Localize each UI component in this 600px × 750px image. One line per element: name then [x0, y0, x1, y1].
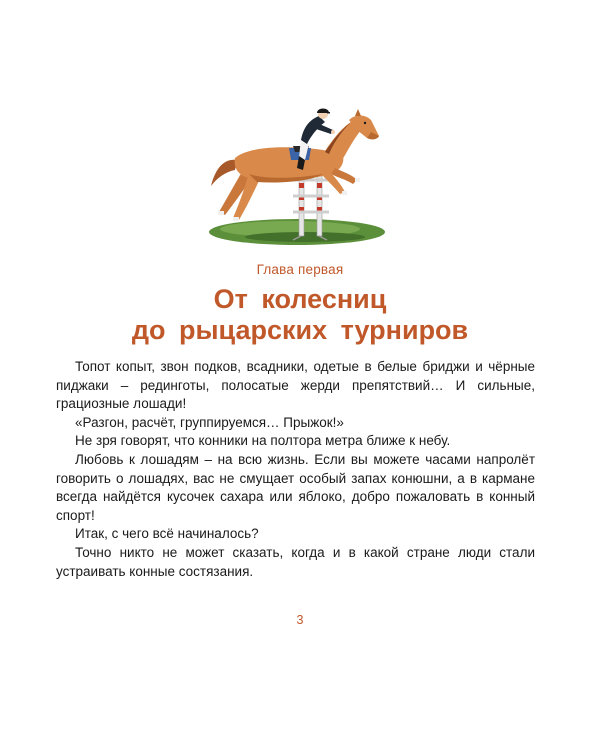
grass-shadow: [245, 232, 365, 242]
body-text: [56, 358, 535, 581]
page-number: 3: [296, 613, 304, 627]
chapter-title-line-2: до рыцарских турниров: [131, 315, 469, 345]
paragraph: Итак, с чего всё начиналось?: [75, 526, 259, 542]
paragraph: Топот копыт, звон подков, всадники, одетые в белые бриджи и чёрные пиджаки – рединготы, полосатые жерди препятствий… И сильные, грациозные лошади!: [56, 359, 535, 412]
paragraph: Не зря говорят, что конники на полтора метра ближе к небу.: [75, 433, 451, 449]
chapter-label: Глава первая: [256, 262, 344, 277]
paragraph: Любовь к лошадям – на всю жизнь. Если вы можете часами напролёт говорить о лошадях, вас не смущает особый запах конюшни, а в кармане всегда найдётся кусочек сахара или яблоко, добро пожаловать в конный спорт!: [56, 451, 535, 523]
chapter-title-line-1: От колесниц: [213, 284, 387, 314]
horse-jumping-illustration: [205, 108, 385, 250]
paragraph: «Разгон, расчёт, группируемся… Прыжок!»: [75, 414, 344, 430]
horse-icon: [211, 109, 379, 221]
chapter-title: [0, 284, 600, 346]
paragraph: Точно никто не может сказать, когда и в какой стране люди стали устраивать конные состязания.: [56, 544, 535, 579]
